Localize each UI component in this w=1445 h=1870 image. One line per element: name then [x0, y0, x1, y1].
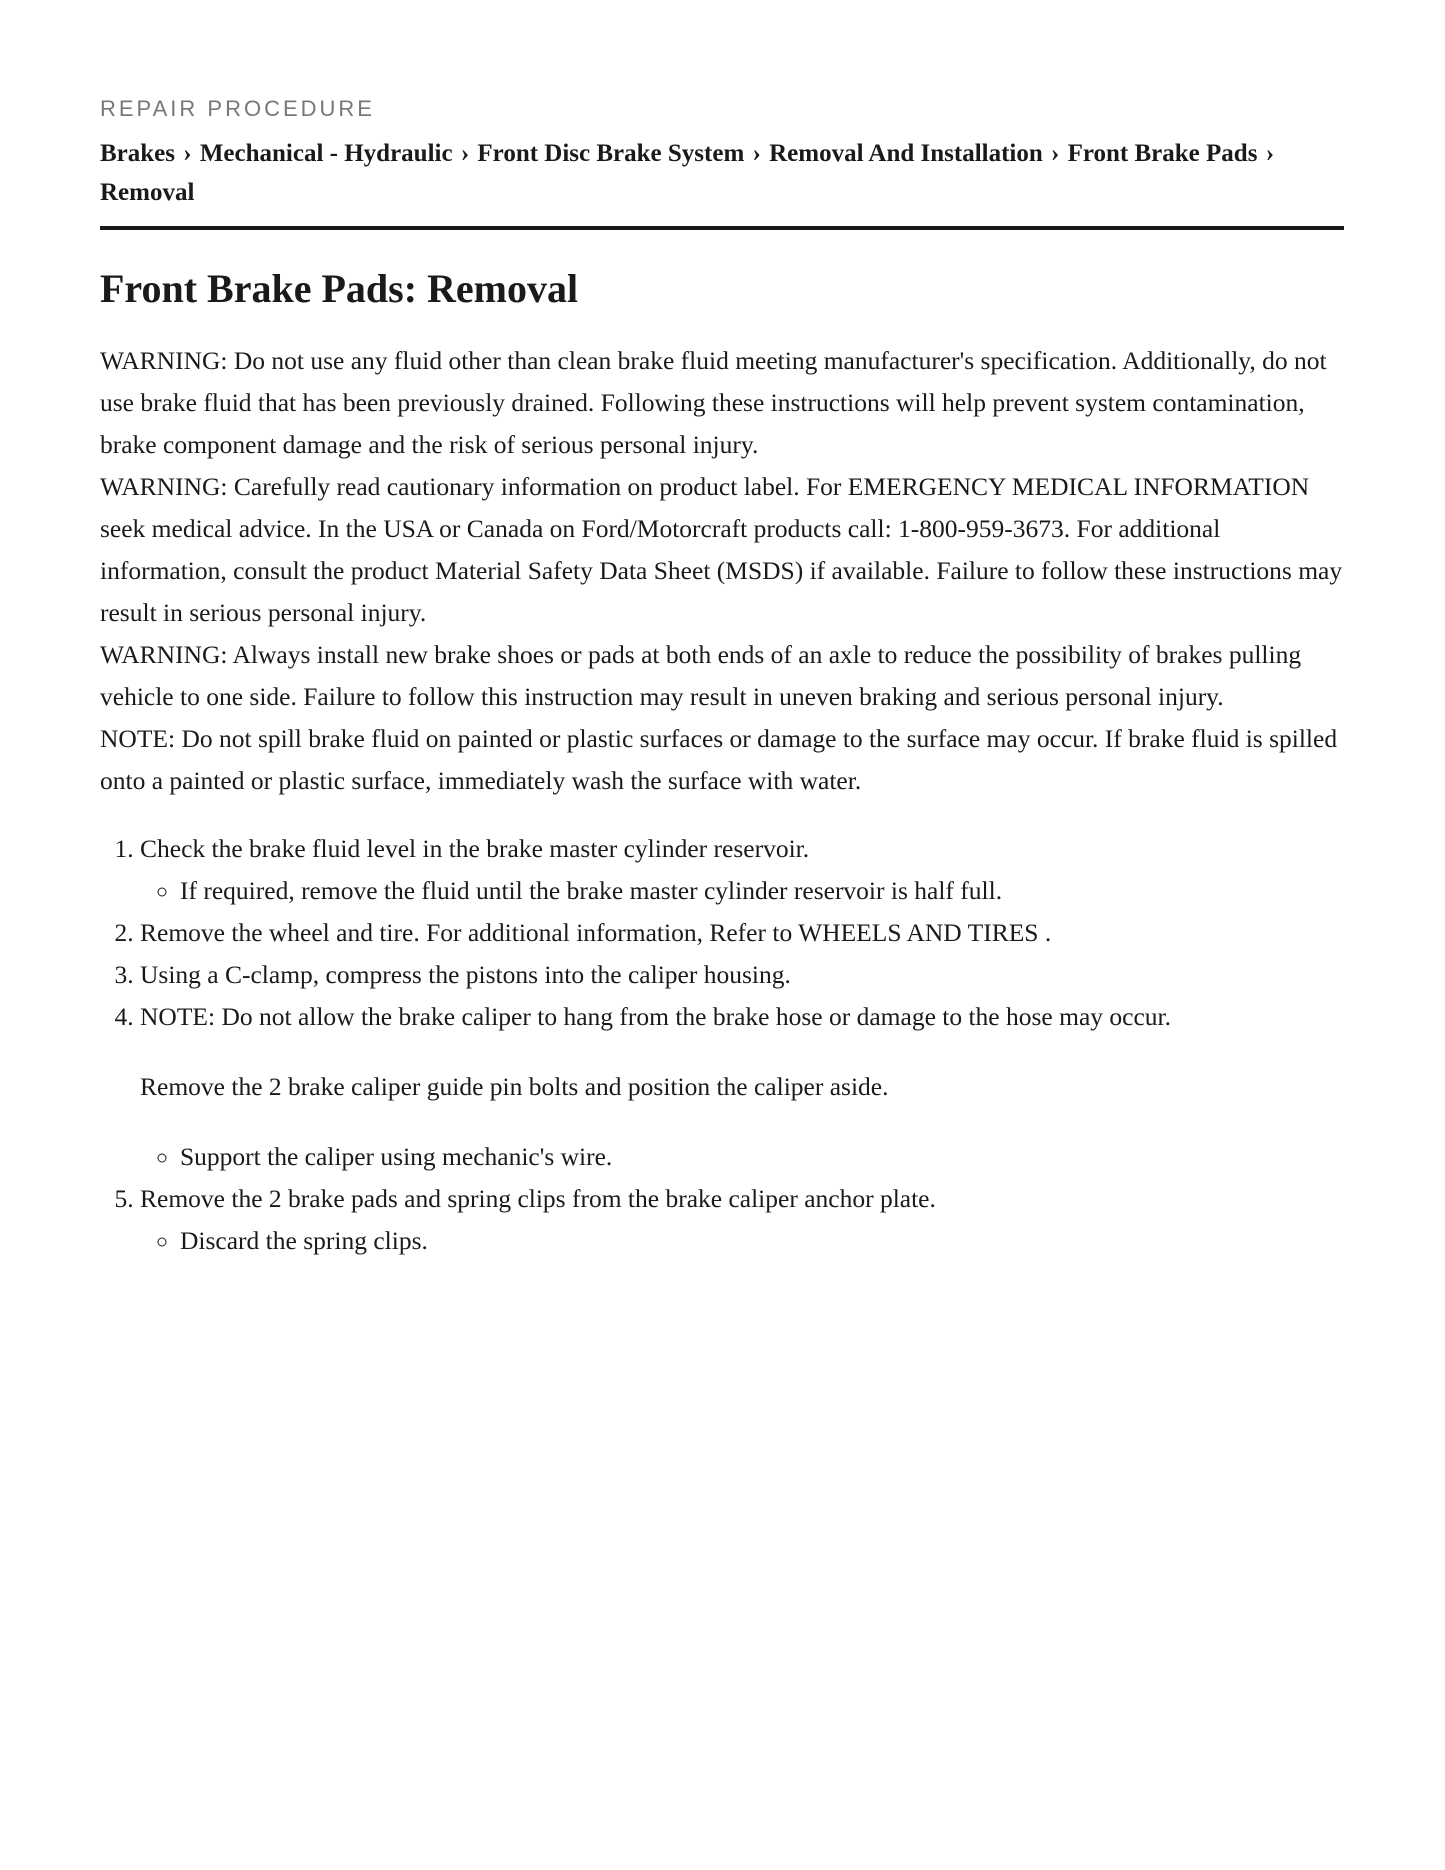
breadcrumb-item-front-brake-pads[interactable]: Front Brake Pads [1067, 140, 1258, 167]
step-item [140, 954, 1344, 996]
step-item [140, 996, 1344, 1178]
step-item [140, 912, 1344, 954]
substep-list [140, 870, 1344, 912]
substep-item: ◦ If required, remove the fluid until the brake master cylinder reservoir is half full. [180, 870, 1344, 912]
section-kicker: REPAIR PROCEDURE [100, 96, 375, 121]
step-item [140, 1178, 1344, 1262]
substep-list [140, 1136, 1344, 1178]
breadcrumb [100, 134, 1344, 230]
breadcrumb-item-mechanical-hydraulic[interactable]: Mechanical - Hydraulic [199, 140, 453, 167]
breadcrumb-separator: › [752, 140, 761, 167]
breadcrumb-separator: › [1051, 140, 1060, 167]
breadcrumb-item-front-disc-brake-system[interactable]: Front Disc Brake System [477, 140, 745, 167]
warning-fluid-spec: WARNING: Do not use any fluid other than clean brake fluid meeting manufacturer's specification. Additionally, do not use brake fluid that has been previously drained. Following these instructions will help prevent system contamination, brake component damage and the risk of serious personal injury. [100, 346, 1327, 459]
breadcrumb-separator: › [183, 140, 192, 167]
step-text: Remove the 2 brake pads and spring clips from the brake caliper anchor plate. [140, 1184, 936, 1213]
step-text: NOTE: Do not allow the brake caliper to hang from the brake hose or damage to the hose may occur. [140, 1002, 1171, 1031]
step-text: Remove the wheel and tire. For additional information, Refer to WHEELS AND TIRES . [140, 918, 1052, 947]
breadcrumb-separator: › [1265, 140, 1275, 167]
note-brake-fluid-spill: NOTE: Do not spill brake fluid on painted or plastic surfaces or damage to the surface may occur. If brake fluid is spilled onto a painted or plastic surface, immediately wash the surface with water. [100, 724, 1338, 795]
substep-list [140, 1220, 1344, 1262]
step-item [140, 828, 1344, 912]
page-title: Front Brake Pads: Removal [100, 266, 579, 311]
breadcrumb-item-removal-and-installation[interactable]: Removal And Installation [769, 140, 1043, 167]
document-page [100, 94, 1344, 1262]
breadcrumb-separator: › [460, 140, 470, 167]
procedure-steps [100, 828, 1344, 1262]
warning-axle-pads: WARNING: Always install new brake shoes or pads at both ends of an axle to reduce the possibility of brakes pulling vehicle to one side. Failure to follow this instruction may result in uneven braking and serious personal injury. [100, 640, 1302, 711]
warnings-section [100, 340, 1344, 802]
substep-item: ◦ Discard the spring clips. [180, 1220, 1344, 1262]
breadcrumb-item-brakes[interactable]: Brakes [100, 140, 175, 167]
substep-item: ◦ Support the caliper using mechanic's wire. [180, 1136, 1344, 1178]
step-text: Check the brake fluid level in the brake master cylinder reservoir. [140, 834, 810, 863]
step-text: Using a C-clamp, compress the pistons into the caliper housing. [140, 960, 791, 989]
breadcrumb-item-removal[interactable]: Removal [100, 179, 195, 206]
step-paragraph: Remove the 2 brake caliper guide pin bolts and position the caliper aside. [140, 1072, 889, 1101]
warning-emergency-info: WARNING: Carefully read cautionary information on product label. For EMERGENCY MEDICAL INFORMATION seek medical advice. In the USA or Canada on Ford/Motorcraft products call: 1-800-959-3673. For additional information, consult the product Material Safety Data Sheet (MSDS) if available. Failure to follow these instructions may result in serious personal injury. [100, 472, 1343, 627]
